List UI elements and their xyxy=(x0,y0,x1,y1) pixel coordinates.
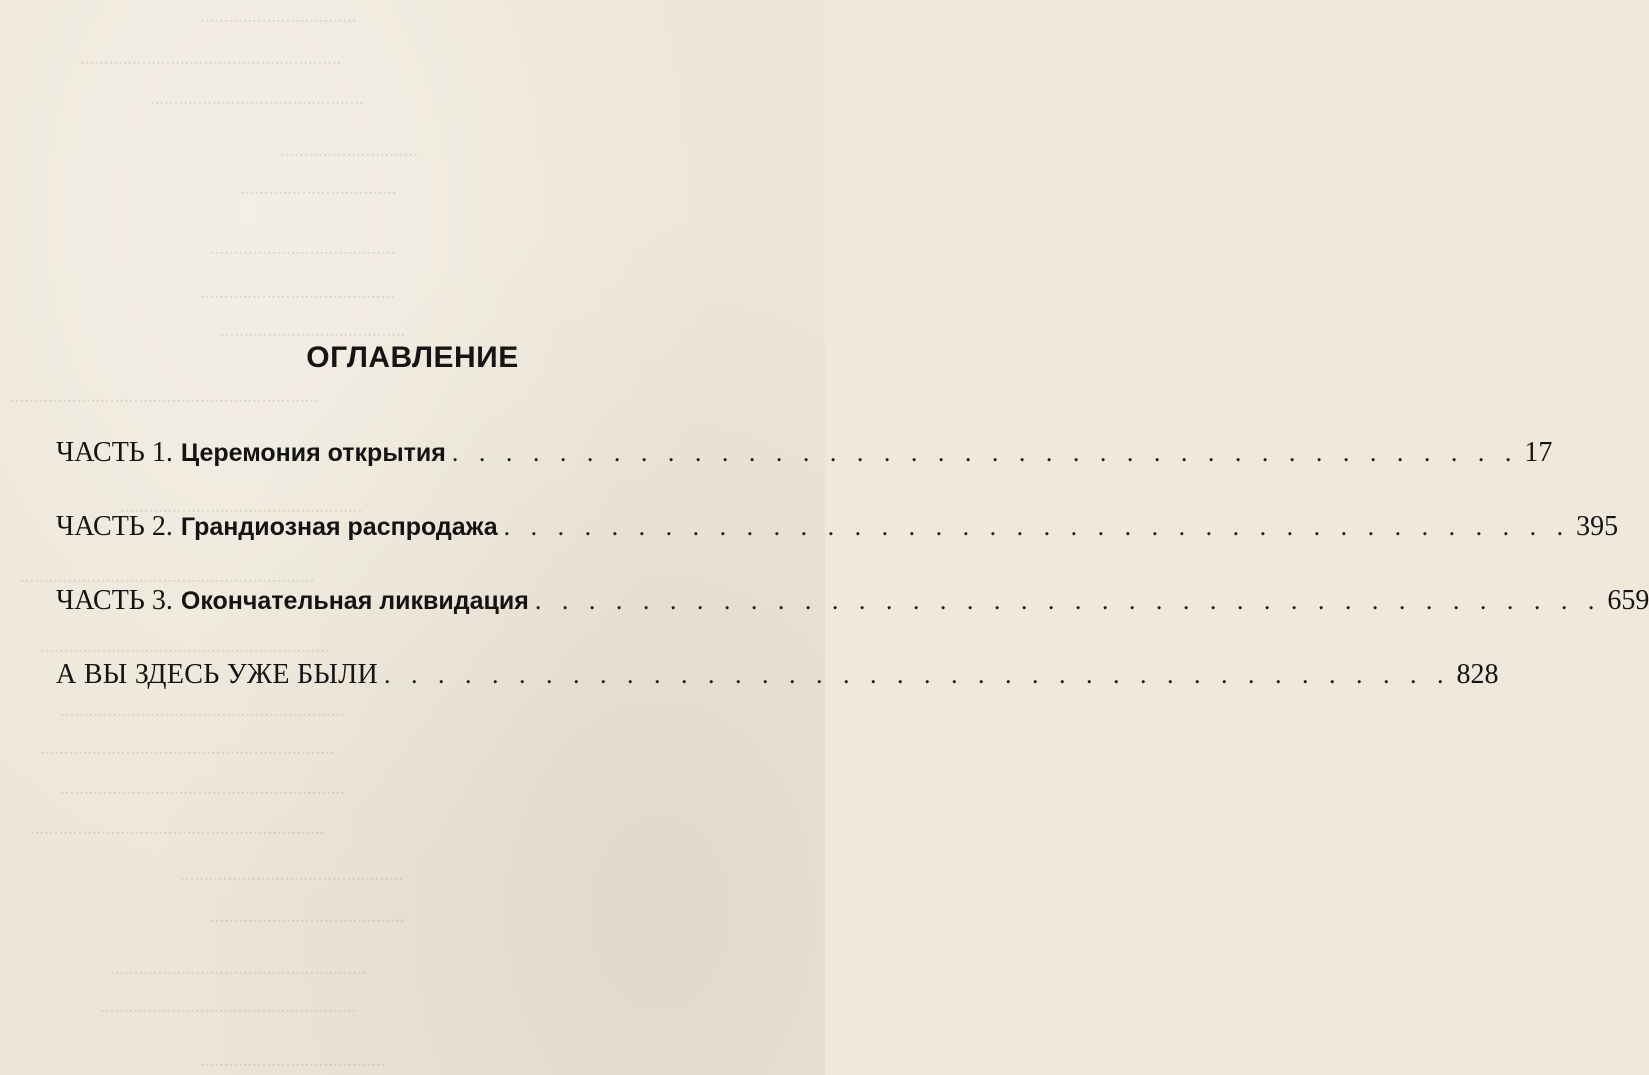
toc-chapter-title: Церемония открытия xyxy=(180,439,446,467)
toc-part-label: ЧАСТЬ 3. xyxy=(56,585,173,616)
toc-page-number: 17 xyxy=(1524,437,1553,468)
toc-entry-part-2[interactable] xyxy=(56,507,1619,581)
toc-dot-leader: . . . . . . . . . . . . . . . . . . . . . . . . . . . . . . . . . . . . . . . . xyxy=(503,512,1571,541)
toc-part-label: ЧАСТЬ 1. xyxy=(56,437,173,468)
toc-chapter-title: Окончательная ликвидация xyxy=(180,587,529,615)
toc-page-number: 659 xyxy=(1607,585,1649,616)
page-title: ОГЛАВЛЕНИЕ xyxy=(306,341,519,374)
toc-page-number: 395 xyxy=(1576,511,1619,542)
toc-part-label: ЧАСТЬ 2. xyxy=(56,511,173,542)
toc-dot-leader: . . . . . . . . . . . . . . . . . . . . . . . . . . . . . . . . . . . . . . . . xyxy=(534,586,1602,615)
toc-chapter-title: А ВЫ ЗДЕСЬ УЖЕ БЫЛИ xyxy=(56,659,379,690)
toc-dot-leader: . . . . . . . . . . . . . . . . . . . . . . . . . . . . . . . . . . . . . . . . xyxy=(384,660,1451,689)
toc-chapter-title: Грандиозная распродажа xyxy=(180,513,498,541)
toc-page-number: 828 xyxy=(1456,659,1499,690)
table-of-contents xyxy=(56,433,1649,729)
bleed-through-text: ................................. ....................................................... ............................................. ............................. ................................. ....................................... ......................................... ....................................... ................................................................. ................................................... .............................................................. ............................................................. ............................................................ .............................................................. ............................................................ .............................................................. ............................................... ......................................... ...................................................... ...................................................... ....................................... xyxy=(10,6,418,1071)
toc-entry-appendix[interactable] xyxy=(56,655,1499,729)
toc-dot-leader: . . . . . . . . . . . . . . . . . . . . . . . . . . . . . . . . . . . . . . . . xyxy=(451,438,1519,467)
toc-entry-part-1[interactable] xyxy=(56,433,1553,507)
toc-entry-part-3[interactable] xyxy=(56,581,1649,655)
